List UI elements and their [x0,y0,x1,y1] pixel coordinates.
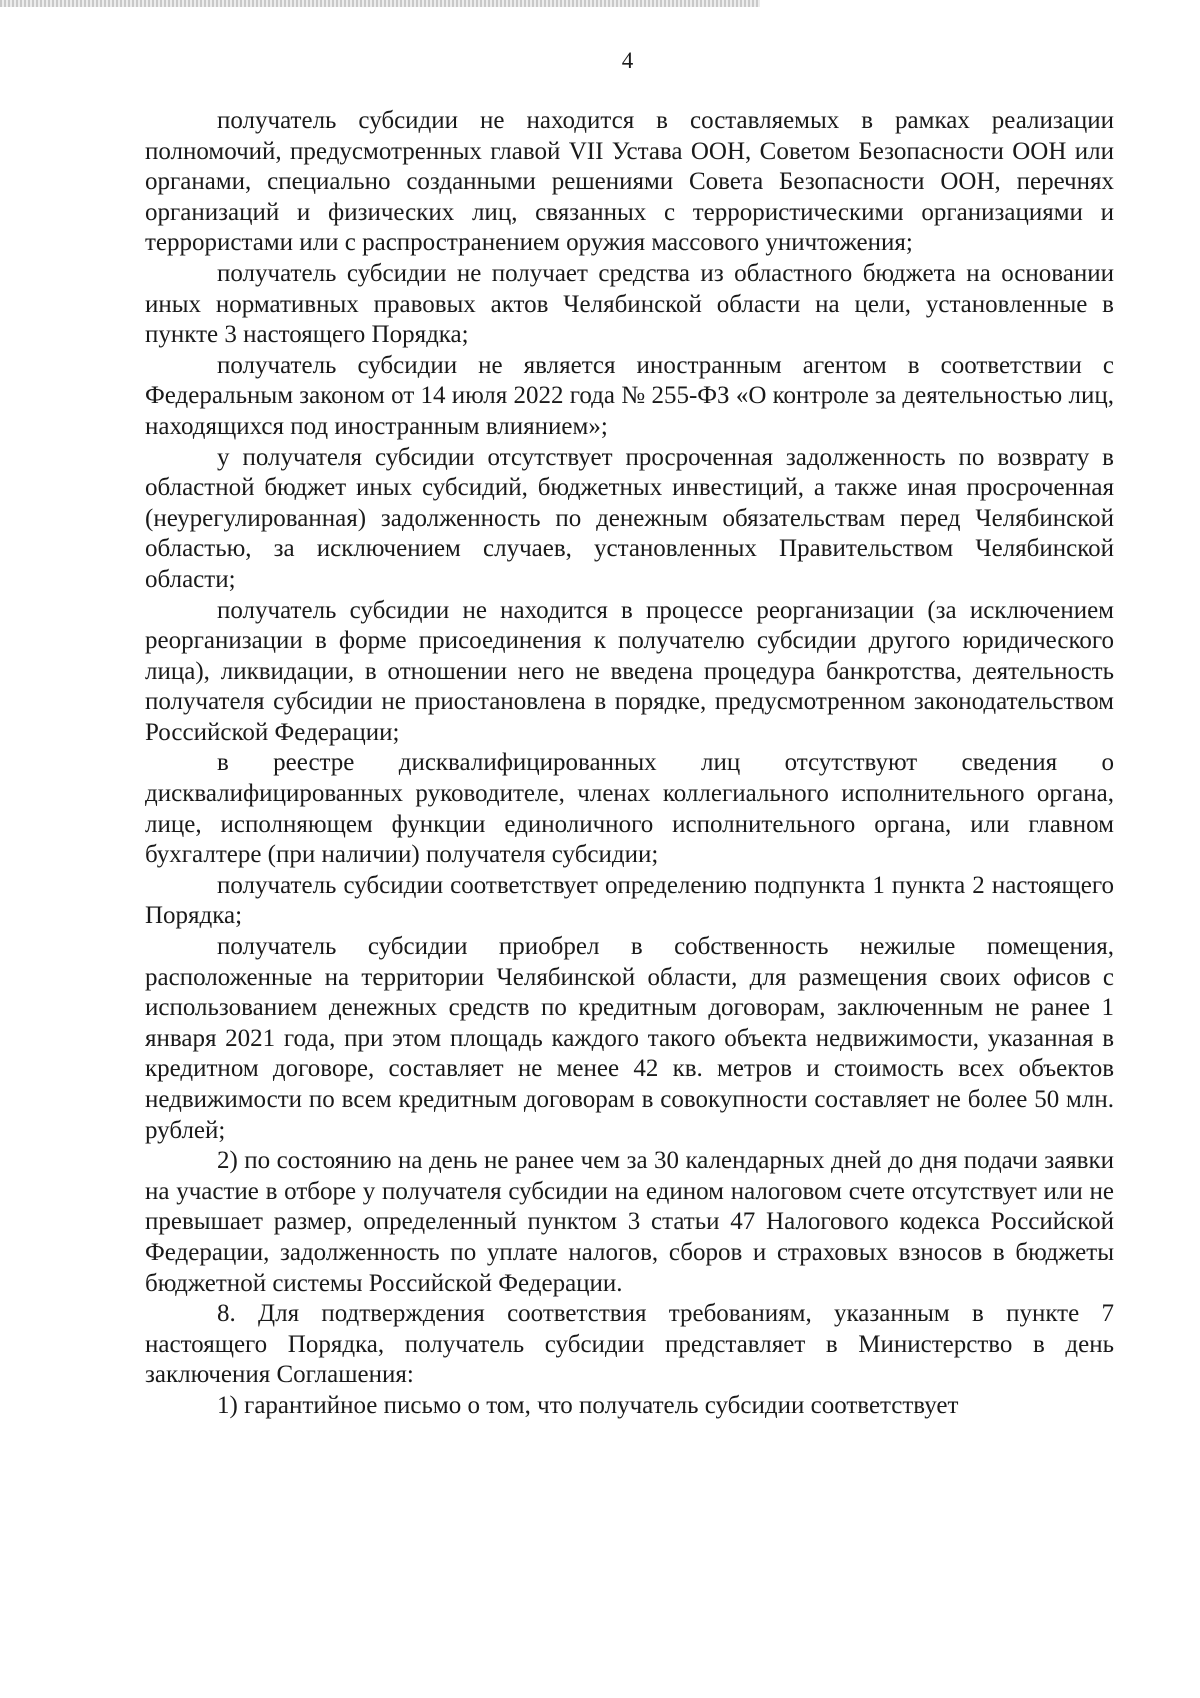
paragraph-office-premises-purchase: получатель субсидии приобрел в собственность нежилые помещения, расположенные на территории Челябинской области, для размещения своих офисов с использованием денежных средств по кредитным договорам, заключенным не ранее 1 января 2021 года, при этом площадь каждого такого объекта недвижимости, указанная в кредитном договоре, составляет не менее 42 кв. метров и стоимость всех объектов недвижимости по всем кредитным договорам в совокупности составляет не более 50 млн. рублей; [145,933,1114,1144]
paragraph-no-overdue-debt: у получателя субсидии отсутствует просроченная задолженность по возврату в областной бюджет иных субсидий, бюджетных инвестиций, а также иная просроченная (неурегулированная) задолженность по денежным обязательствам перед Челябинской областью, за исключением случаев, установленных Правительством Челябинской области; [145,443,1114,593]
paragraph-guarantee-letter: 1) гарантийное письмо о том, что получатель субсидии соответствует [217,1391,959,1419]
document-body [145,106,1114,1422]
paragraph-matches-definition: получатель субсидии соответствует определению подпункта 1 пункта 2 настоящего Порядка; [145,871,1114,930]
paragraph-tax-debt-condition: 2) по состоянию на день не ранее чем за 30 календарных дней до дня подачи заявки на участие в отборе у получателя субсидии на едином налоговом счете отсутствует или не превышает размер, определенный пунктом 3 статьи 47 Налогового кодекса Российской Федерации, задолженность по уплате налогов, сборов и страховых взносов в бюджеты бюджетной системы Российской Федерации. [145,1147,1114,1297]
paragraph-disqualified-persons-registry: в реестре дисквалифицированных лиц отсутствуют сведения о дисквалифицированных руководителе, членах коллегиального исполнительного органа, лице, исполняющем функции единоличного исполнительного органа, или главном бухгалтере (при наличии) получателя субсидии; [145,749,1114,869]
page-number: 4 [621,48,634,73]
paragraph-section-8-documents: 8. Для подтверждения соответствия требованиям, указанным в пункте 7 настоящего Порядка, получатель субсидии представляет в Министерство в день заключения Соглашения: [145,1300,1114,1389]
paragraph-no-reorganization: получатель субсидии не находится в процессе реорганизации (за исключением реорганизации в форме присоединения к получателю субсидии другого юридического лица), ликвидации, в отношении него не введена процедура банкротства, деятельность получателя субсидии не приостановлена в порядке, предусмотренном законодательством Российской Федерации; [145,596,1114,746]
paragraph-not-foreign-agent: получатель субсидии не является иностранным агентом в соответствии с Федеральным законом от 14 июля 2022 года № 255-ФЗ «О контроле за деятельностью лиц, находящихся под иностранным влиянием»; [145,351,1114,440]
paragraph-no-other-budget-funds: получатель субсидии не получает средства из областного бюджета на основании иных нормативных правовых актов Челябинской области на цели, установленные в пункте 3 настоящего Порядка; [145,259,1114,349]
paragraph-un-sanctions-lists: получатель субсидии не находится в составляемых в рамках реализации полномочий, предусмотренных главой VII Устава ООН, Советом Безопасности ООН или органами, специально созданными решениями Совета Безопасности ООН, перечнях организаций и физических лиц, связанных с террористическими организациями и террористами или с распространением оружия массового уничтожения; [145,107,1114,257]
